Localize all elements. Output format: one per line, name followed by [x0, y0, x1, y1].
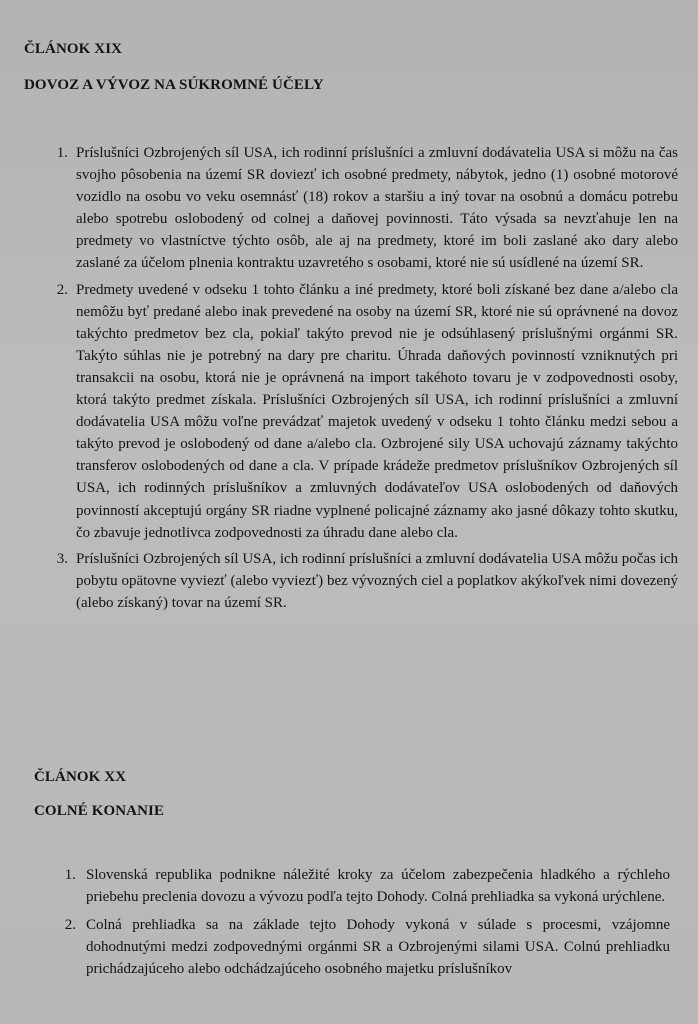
paragraph-text: Slovenská republika podnikne náležité kroky za účelom zabezpečenia hladkého a rýchleho priebehu preclenia dovozu a vývozu podľa tejto Dohody. Colná prehliadka sa vykoná urýchlene.	[86, 867, 670, 906]
article-19-paragraph-list	[0, 142, 698, 618]
paragraph-number: 2.	[64, 917, 76, 934]
paragraph-number: 2.	[56, 281, 68, 298]
list-item	[0, 548, 698, 614]
article-20-subtitle: COLNÉ KONANIE	[34, 803, 165, 819]
article-20-title: ČLÁNOK XX	[34, 769, 127, 785]
article-19-subtitle: DOVOZ A VÝVOZ NA SÚKROMNÉ ÚČELY	[24, 77, 324, 93]
paragraph-text: Príslušníci Ozbrojených síl USA, ich rodinní príslušníci a zmluvní dodávatelia USA si môžu na čas svojho pôsobenia na území SR doviezť ich osobné predmety, nábytok, jedno (1) osobné motorové vozidlo na osobu vo veku osemnásť (18) rokov a staršiu a iný tovar na osobnú a domácu potrebu alebo spotrebu oslobodený od colnej a daňovej povinnosti. Táto výsada sa nevzťahuje len na predmety vo vlastníctve týchto osôb, ale aj na predmety, ktoré im boli zaslané ako dary alebo zaslané za účelom plnenia kontraktu uzavretého s osobami, ktoré nie sú usídlené na území SR.	[76, 145, 678, 272]
article-19-title: ČLÁNOK XIX	[24, 41, 123, 57]
paragraph-text: Colná prehliadka sa na základe tejto Dohody vykoná v súlade s procesmi, vzájomne dohodnutými medzi zodpovednými orgánmi SR a Ozbrojenými silami USA. Colnú prehliadku prichádzajúceho alebo odchádzajúceho osobného majetku príslušníkov	[86, 917, 670, 978]
list-item	[0, 864, 698, 908]
list-item	[0, 279, 698, 544]
list-item	[0, 142, 698, 275]
paragraph-number: 3.	[56, 550, 68, 567]
paragraph-number: 1.	[64, 867, 76, 883]
list-item	[0, 914, 698, 980]
paragraph-number: 1.	[56, 145, 68, 161]
paragraph-text: Predmety uvedené v odseku 1 tohto článku a iné predmety, ktoré boli získané bez dane a/alebo cla nemôžu byť predané alebo inak prevedené na osoby na území SR, ktoré nie sú oprávnené na dovoz takýchto predmetov bez cla, pokiaľ takýto prevod nie je odsúhlasený príslušnými orgánmi SR. Takýto súhlas nie je potrebný na dary pre charitu. Úhrada daňových povinností vzniknutých pri transakcii na osobu, ktorá nie je oprávnená na import takéhoto tovaru je v zodpovednosti osoby, ktorá takýto predmet získala. Príslušníci Ozbrojených síl USA, ich rodinní príslušníci a zmluvní dodávatelia USA môžu voľne prevádzať majetok uvedený v odseku 1 tohto článku medzi sebou a takýto prevod je oslobodený od dane a/alebo cla. Ozbrojené sily USA uchovajú záznamy takýchto transferov oslobodených od dane a cla. V prípade krádeže predmetov príslušníkov Ozbrojených síl USA, ich rodinných príslušníkov a zmluvných dodávateľov USA oslobodených od daňových povinností akceptujú orgány SR riadne vyplnené policajné záznamy ako jasné dôkazy tohto skutku, čo zbavuje jednotlivca zodpovednosti za úhradu dane alebo cla.	[76, 281, 678, 541]
article-20-paragraph-list	[0, 864, 698, 986]
paragraph-text: Príslušníci Ozbrojených síl USA, ich rodinní príslušníci a zmluvní dodávatelia USA môžu počas ich pobytu opätovne vyviezť (alebo vyviezť) bez vývozných ciel a poplatkov akýkoľvek nimi dovezený (alebo získaný) tovar na území SR.	[76, 550, 678, 611]
